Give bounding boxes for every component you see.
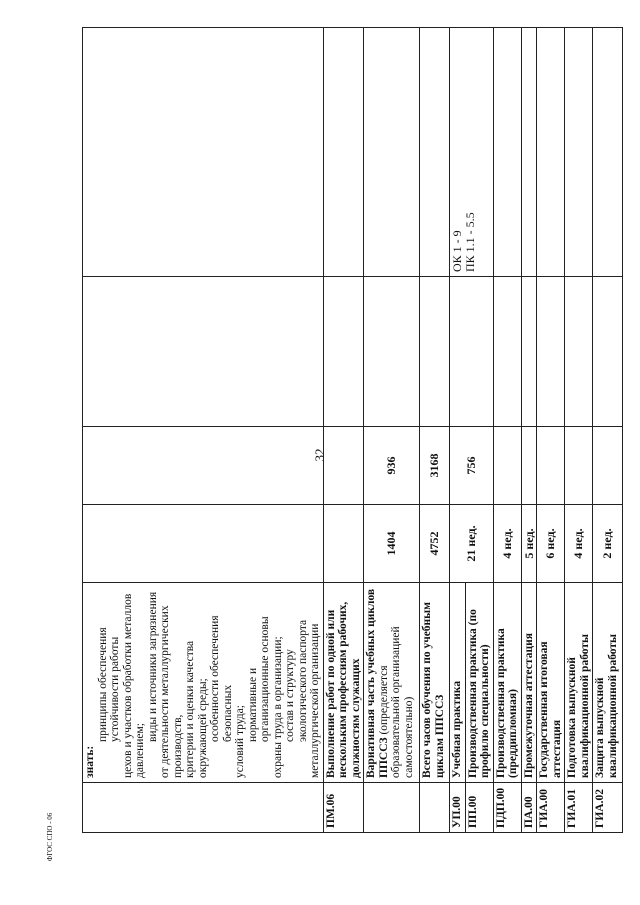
table-row	[420, 28, 450, 833]
row-hours	[593, 427, 623, 505]
row-discipline	[364, 277, 420, 427]
row-competencies	[323, 28, 364, 277]
row-description: Подготовка выпускной квалификационной работы	[565, 583, 593, 783]
row-description	[364, 583, 420, 783]
row-competencies	[565, 28, 593, 277]
row-weeks: 4 нед.	[565, 505, 593, 583]
row-weeks: 2 нед.	[593, 505, 623, 583]
table-row	[493, 28, 521, 833]
row-weeks: 4 нед.	[493, 505, 521, 583]
row-discipline	[83, 277, 324, 427]
row-description: Выполнение работ по одной или нескольким профессиям рабочих, должностям служащих	[323, 583, 364, 783]
know-heading: знать:	[84, 745, 96, 778]
document-footer-mark: ФГОС СПО - 06	[46, 812, 54, 862]
row-hours: 756	[450, 427, 494, 505]
row-description-note: (определяется образовательной организацией самостоятельно)	[377, 626, 415, 778]
row-discipline	[593, 277, 623, 427]
row-code: УП.00	[450, 783, 466, 833]
row-competencies: ОК 1 - 9 ПК 1.1 - 5.5	[450, 28, 494, 277]
row-competencies	[537, 28, 565, 277]
row-hours	[493, 427, 521, 505]
row-hours	[565, 427, 593, 505]
table-row	[593, 28, 623, 833]
row-weeks: 21 нед.	[450, 505, 494, 583]
know-line: металлургической организации	[309, 623, 321, 778]
rotated-table-wrapper	[82, 28, 619, 833]
row-description: Защита выпускной квалификационной работы	[593, 583, 623, 783]
row-code	[420, 783, 450, 833]
know-line: принципы обеспечения устойчивости работы	[96, 627, 121, 742]
row-discipline	[521, 277, 537, 427]
row-description: Производственная практика (преддипломная)	[493, 583, 521, 783]
row-description	[83, 583, 324, 783]
row-competencies	[420, 28, 450, 277]
table-row	[521, 28, 537, 833]
table-row	[537, 28, 565, 833]
row-code: ПП.00	[465, 783, 493, 833]
row-hours: 3168	[420, 427, 450, 505]
row-hours	[323, 427, 364, 505]
row-code	[83, 783, 324, 833]
table-row	[364, 28, 420, 833]
row-discipline	[420, 277, 450, 427]
know-line: состав и структуру экологического паспорта	[284, 619, 309, 742]
know-line: критерии и оценки качества окружающей среды;	[184, 640, 209, 778]
table-row	[323, 28, 364, 833]
table-row	[565, 28, 593, 833]
know-line: цехов и участков обработки металлов давлением;	[121, 593, 146, 778]
know-line: от деятельности металлургических производств,	[159, 605, 184, 778]
row-weeks: 6 нед.	[537, 505, 565, 583]
row-code: ПДП.00	[493, 783, 521, 833]
row-competencies	[364, 28, 420, 277]
row-weeks	[323, 505, 364, 583]
row-code: ПМ.06	[323, 783, 364, 833]
row-description: Промежуточная аттестация	[521, 583, 537, 783]
row-discipline	[565, 277, 593, 427]
row-code: ГИА.01	[565, 783, 593, 833]
row-discipline	[493, 277, 521, 427]
row-competencies	[83, 28, 324, 277]
row-competencies	[521, 28, 537, 277]
row-hours	[83, 427, 324, 505]
curriculum-table	[82, 27, 623, 833]
row-hours	[537, 427, 565, 505]
page-number: 32	[312, 448, 327, 462]
know-line: условий труда;	[234, 705, 246, 778]
row-weeks: 1404	[364, 505, 420, 583]
know-line: особенности обеспечения безопасных	[209, 615, 234, 742]
row-description: Всего часов обучения по учебным циклам ППССЗ	[420, 583, 450, 783]
row-discipline	[537, 277, 565, 427]
row-hours	[521, 427, 537, 505]
row-description: Производственная практика (по профилю специальности)	[465, 583, 493, 783]
row-discipline	[450, 277, 494, 427]
row-description: Государственная итоговая аттестация	[537, 583, 565, 783]
row-code: ПА.00	[521, 783, 537, 833]
row-hours: 936	[364, 427, 420, 505]
row-weeks	[83, 505, 324, 583]
table-row	[83, 28, 324, 833]
know-line: нормативные и организационные основы	[246, 616, 271, 742]
row-competencies	[493, 28, 521, 277]
know-line: охраны труда в организации;	[271, 636, 284, 778]
table-row	[450, 28, 466, 833]
row-discipline	[323, 277, 364, 427]
row-code: ГИА.00	[537, 783, 565, 833]
row-weeks: 5 нед.	[521, 505, 537, 583]
curriculum-table-container	[82, 28, 619, 833]
row-weeks: 4752	[420, 505, 450, 583]
row-description: Учебная практика	[450, 583, 466, 783]
know-line: виды и источники загрязнения	[146, 591, 159, 742]
row-code: ГИА.02	[593, 783, 623, 833]
row-description-bold: Вариативная часть учебных циклов ППССЗ	[365, 588, 390, 778]
row-code	[364, 783, 420, 833]
row-competencies	[593, 28, 623, 277]
